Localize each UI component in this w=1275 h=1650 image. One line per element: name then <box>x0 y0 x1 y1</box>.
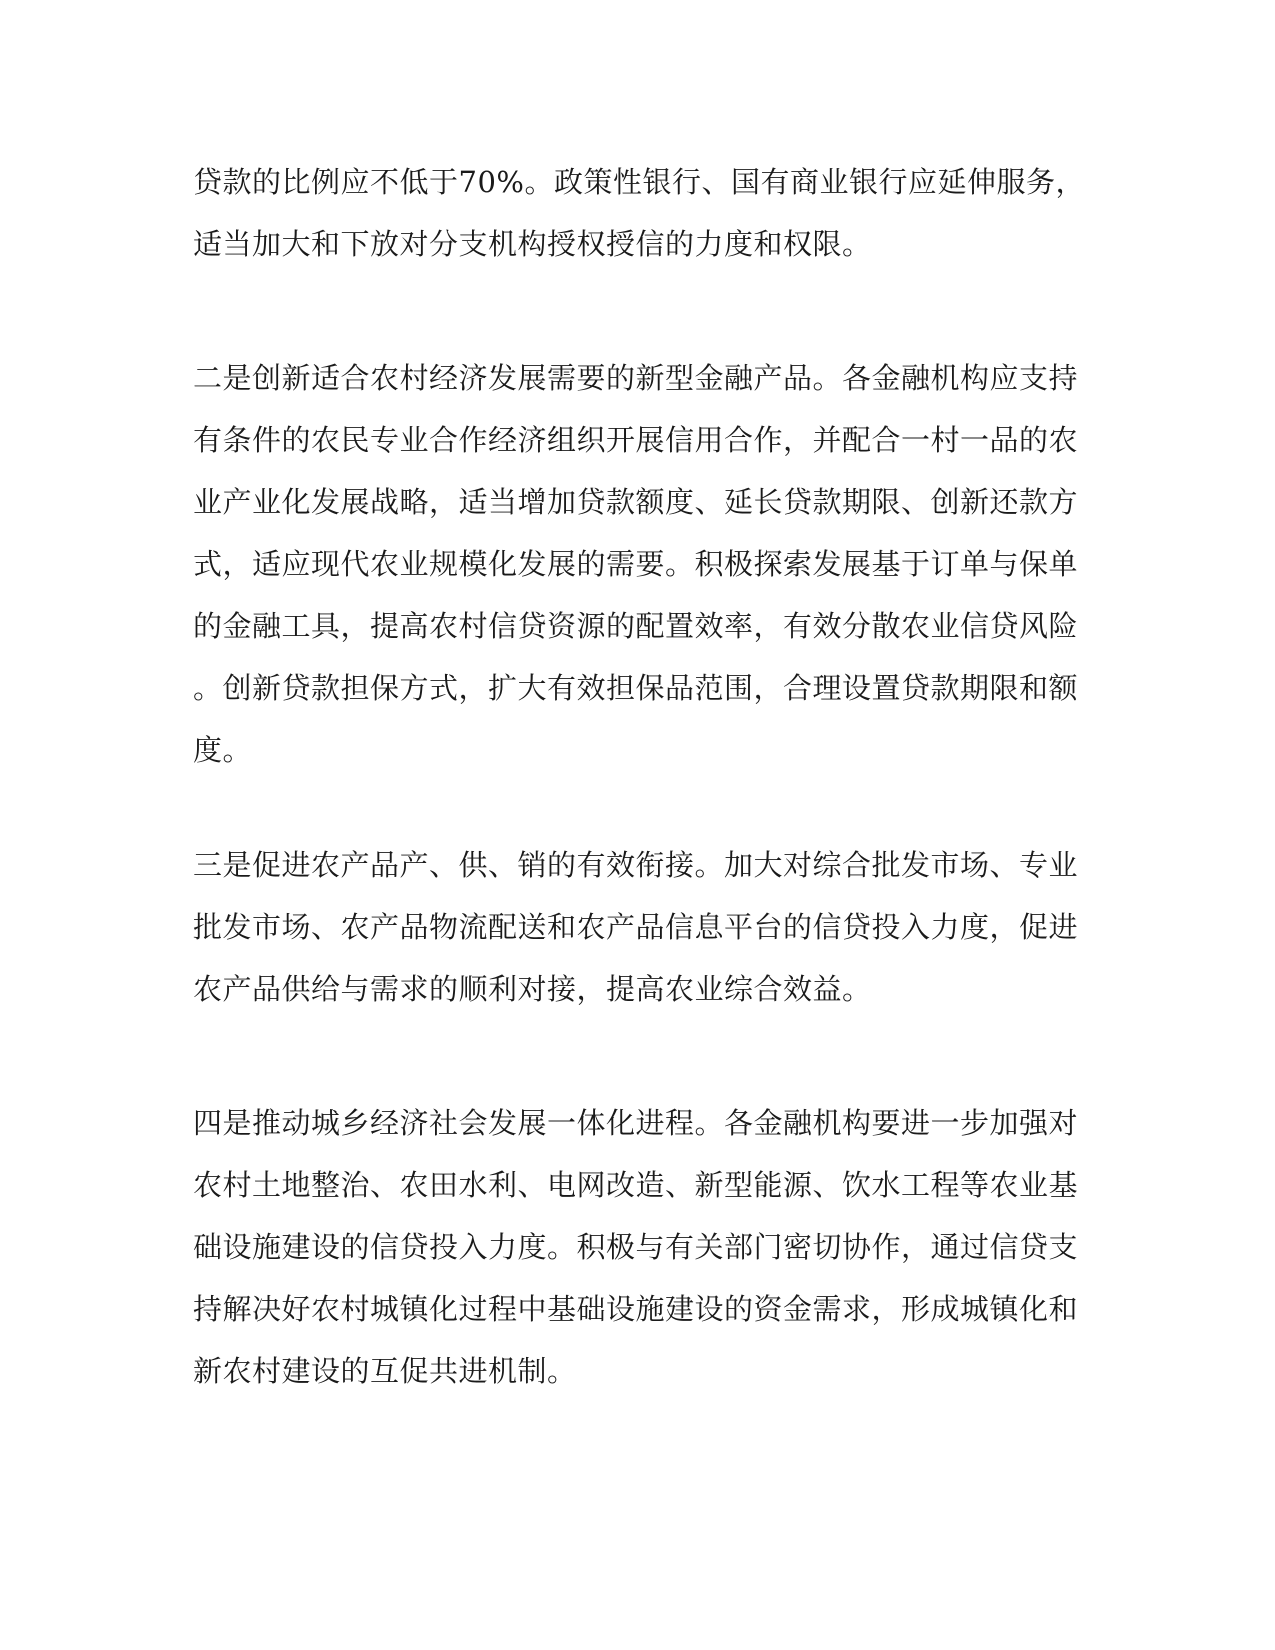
paragraph-line: 批发市场、农产品物流配送和农产品信息平台的信贷投入力度，促进 <box>193 910 1079 944</box>
paragraph-line: 新农村建设的互促共进机制。 <box>193 1354 577 1388</box>
paragraph-line: 持解决好农村城镇化过程中基础设施建设的资金需求，形成城镇化和 <box>193 1292 1079 1326</box>
paragraph-line: 四是推动城乡经济社会发展一体化进程。各金融机构要进一步加强对 <box>193 1106 1079 1140</box>
paragraph-line: 础设施建设的信贷投入力度。积极与有关部门密切协作，通过信贷支 <box>193 1230 1079 1264</box>
paragraph-line: 。创新贷款担保方式，扩大有效担保品范围，合理设置贷款期限和额 <box>193 671 1079 705</box>
paragraph-line: 农产品供给与需求的顺利对接，提高农业综合效益。 <box>193 972 872 1006</box>
paragraph-line: 二是创新适合农村经济发展需要的新型金融产品。各金融机构应支持 <box>193 361 1079 395</box>
paragraph-line: 的金融工具，提高农村信贷资源的配置效率，有效分散农业信贷风险 <box>193 609 1079 643</box>
paragraph-line: 业产业化发展战略，适当增加贷款额度、延长贷款期限、创新还款方 <box>193 485 1079 519</box>
paragraph-line: 三是促进农产品产、供、销的有效衔接。加大对综合批发市场、专业 <box>193 848 1079 882</box>
paragraph-line: 有条件的农民专业合作经济组织开展信用合作，并配合一村一品的农 <box>193 423 1079 457</box>
paragraph-line: 农村土地整治、农田水利、电网改造、新型能源、饮水工程等农业基 <box>193 1168 1079 1202</box>
paragraph-line: 度。 <box>193 733 253 767</box>
paragraph-line: 贷款的比例应不低于70%。政策性银行、国有商业银行应延伸服务， <box>193 165 1085 199</box>
paragraph-line: 式，适应现代农业规模化发展的需要。积极探索发展基于订单与保单 <box>193 547 1079 581</box>
paragraph-line: 适当加大和下放对分支机构授权授信的力度和权限。 <box>193 227 872 261</box>
